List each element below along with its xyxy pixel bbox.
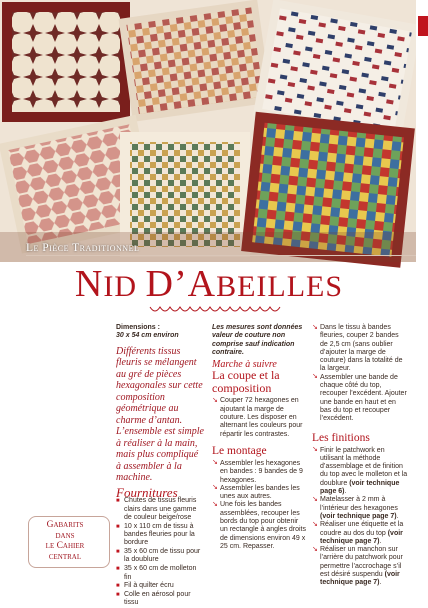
column-1 xyxy=(116,324,204,608)
montage-heading: Le montage xyxy=(212,444,267,457)
list-item-text: Finir le patchwork en utilisant la méthode d’assemblage et de finition du top avec le molleton et la doublure xyxy=(320,446,408,487)
list-item: ↘ Assembler les bandes les unes aux autres. xyxy=(212,485,307,502)
title-part: N xyxy=(74,263,104,305)
quilts-illustration xyxy=(0,0,418,262)
gabarits-line: central xyxy=(48,551,82,562)
list-item xyxy=(312,496,408,521)
marche-heading: Marche à suivre xyxy=(212,359,277,371)
section-label: Le Pièce Traditionnel xyxy=(26,242,140,254)
list-item xyxy=(312,546,408,587)
list-item: ■ 10 x 110 cm de tissu à bandes fleuries pour la bordure xyxy=(116,523,204,548)
finitions-heading: Les finitions xyxy=(312,431,370,444)
list-item-end: . xyxy=(379,579,382,587)
page-edge xyxy=(416,0,428,576)
list-item-text: Matelasser à 2 mm à l’intérieur des hexagones xyxy=(320,496,398,512)
section-tab xyxy=(418,16,428,36)
gabarits-line: dans xyxy=(55,530,75,541)
page-title xyxy=(0,264,418,307)
list-item: ↘ Assembler une bande de chaque côté du top, recouper l’excédent. Ajouter une bande en haut et en bas du top et recouper l’excédent. xyxy=(312,374,408,424)
list-item: ■ 35 x 60 cm de tissu pour la doublure xyxy=(116,548,204,565)
gabarits-line: Gabarits xyxy=(46,520,84,530)
title-part: D’A xyxy=(145,263,217,305)
technique-ref: (voir technique page 7) xyxy=(320,512,397,520)
title-part: ID xyxy=(103,270,146,303)
list-item: ↘ Couper 72 hexagones en ajoutant la marge de couture. Les disposer en alternant les couleurs pour répartir les contrastes. xyxy=(212,397,307,438)
coupe-heading: La coupe et la composition xyxy=(212,368,280,396)
list-item-text: Réaliser un manchon sur l’arrière du patchwork pour permettre l’accrochage s’il est désiré suspendu xyxy=(320,546,403,579)
list-item-text: Réaliser une étiquette et la coudre au dos du top xyxy=(320,521,404,537)
gabarits-box xyxy=(22,520,108,562)
gabarits-line: le Cahier xyxy=(45,541,85,551)
list-item: ↘ Dans le tissu à bandes fleuries, couper 2 bandes de 2,5 cm (sans oublier d’ajouter la marge de couture) dans la totalité de la largeur. xyxy=(312,324,408,374)
dimensions-value: 30 x 54 cm environ xyxy=(116,332,179,340)
divider xyxy=(26,255,418,256)
column-2 xyxy=(212,324,307,551)
quilts-photo xyxy=(0,0,418,262)
scallop-ornament xyxy=(150,305,280,315)
list-item-end: . xyxy=(379,537,382,545)
list-item: ↘ Une fois les bandes assemblées, recouper les bords du top pour obtenir un rectangle à angles droits de dimensions environ 49 x 25 cm. Repasser. xyxy=(212,501,307,551)
list-item-end: . xyxy=(396,512,399,520)
dimensions-label: Dimensions : xyxy=(116,324,160,331)
list-item: ■ 35 x 60 cm de molleton fin xyxy=(116,565,204,582)
intro-text: Différents tissus fleuris se mélangent au gré de pièces hexagonales sur cette composition géométrique au charme d’antan. L’ensemble est simple à réaliser à la main, mais plus compliqué à assembler à la machine. xyxy=(116,345,204,484)
fournitures-heading: Fournitures xyxy=(116,484,178,500)
list-item xyxy=(312,521,408,546)
list-item: ↘ Assembler les hexagones en bandes : 9 bandes de 9 hexagones. xyxy=(212,460,307,485)
technique-ref: (voir technique page 7) xyxy=(320,529,403,545)
column-3 xyxy=(312,324,408,588)
technique-ref: (voir technique page 6) xyxy=(320,479,400,496)
technique-ref: (voir technique page 7) xyxy=(320,571,400,587)
list-item xyxy=(312,447,408,497)
list-item: ■ Chutes de tissus fleuris clairs dans une gamme de couleur beige/rose xyxy=(116,497,204,522)
list-item: ■ Colle en aérosol pour tissu xyxy=(116,591,204,608)
note-text: Les mesures sont données valeur de couture non comprise sauf indication contraire. xyxy=(212,324,303,356)
list-item: ■ Fil à quilter écru xyxy=(116,582,204,590)
list-item-end: . xyxy=(344,488,347,496)
title-part: BEILLES xyxy=(216,270,344,303)
